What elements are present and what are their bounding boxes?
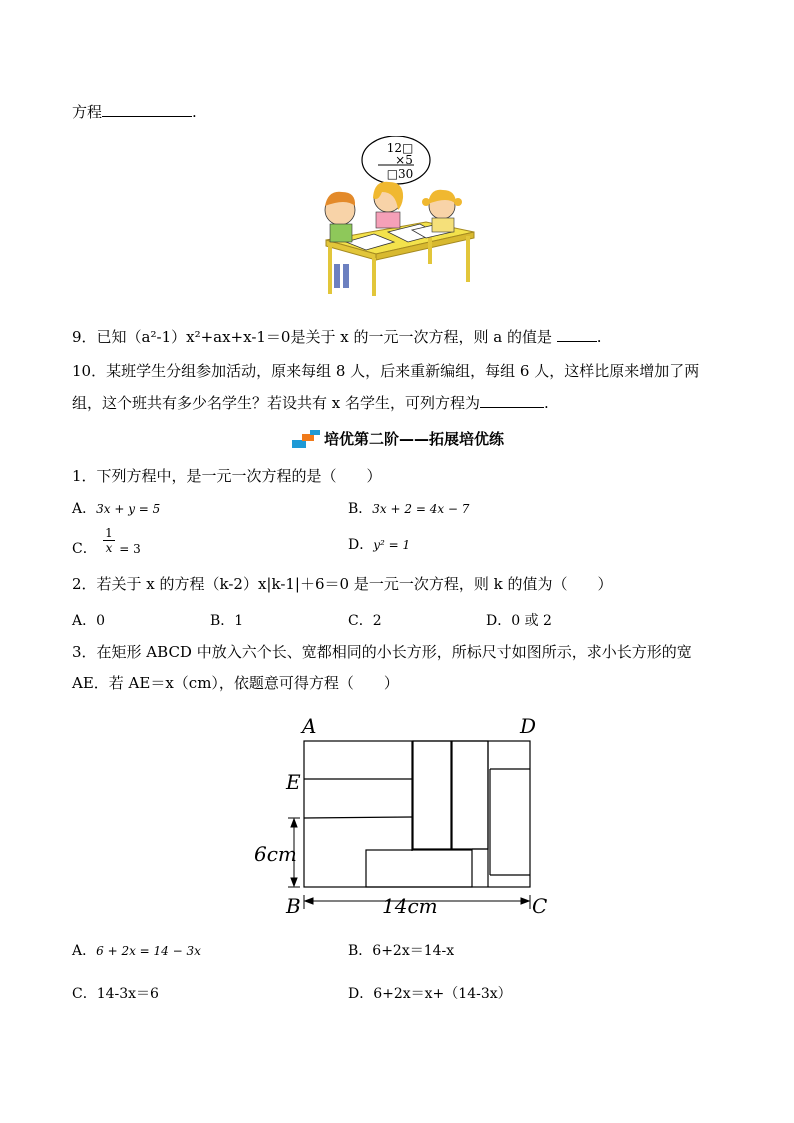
q8-text: 方程 — [72, 103, 103, 121]
problem-3-line2: AE．若 AE＝x（cm），依题意可得方程（ ） — [72, 674, 399, 692]
p1-option-d-math: y² = 1 — [373, 538, 411, 552]
outer-rectangle — [304, 741, 530, 887]
label-B: B — [286, 894, 301, 918]
p2-option-d[interactable]: D．0 或 2 — [486, 613, 552, 629]
q10-end: . — [544, 394, 549, 412]
p3-option-d[interactable]: D．6+2x＝x+（14-3x） — [348, 986, 512, 1002]
rectangle-diagram — [250, 713, 550, 923]
p3-option-a-label: A． — [72, 943, 97, 959]
bubble-line2: ×5 — [395, 153, 413, 167]
p2-option-b[interactable]: B．1 — [210, 613, 244, 629]
q8-end: . — [192, 103, 197, 121]
p2-option-c[interactable]: C．2 — [348, 613, 382, 629]
q10-text: 组，这个班共有多少名学生？若设共有 x 名学生，可列方程为 — [72, 394, 480, 412]
p1-option-d[interactable] — [348, 534, 410, 554]
p1-c-numerator: 1 — [105, 526, 113, 540]
p1-option-c-label: C． — [72, 540, 97, 557]
p1-option-a-label: A． — [72, 501, 97, 517]
question-10-line1: 10．某班学生分组参加活动，原来每组 8 人，后来重新编组，每组 6 人，这样比原来增加了两 — [72, 362, 700, 380]
p3-option-a[interactable] — [72, 940, 201, 960]
p1-option-d-label: D． — [348, 537, 374, 553]
label-6cm: 6cm — [254, 842, 297, 866]
p2-option-a[interactable]: A．0 — [72, 613, 106, 629]
bubble-line1: 12□ — [386, 141, 414, 155]
p1-c-rest: = 3 — [119, 541, 141, 556]
bubble-line3: □30 — [386, 167, 414, 181]
students-drawing — [316, 136, 476, 298]
p3-option-b[interactable]: B．6+2x＝14-x — [348, 943, 455, 959]
section-icon — [290, 430, 320, 450]
question-10-line2 — [72, 393, 549, 413]
label-E: E — [286, 770, 301, 794]
label-D: D — [520, 714, 537, 738]
p1-c-denominator: x — [105, 541, 113, 555]
label-A: A — [302, 714, 317, 738]
rectangle-figure — [250, 713, 550, 923]
problem-3-line1: 3．在矩形 ABCD 中放入六个长、宽都相同的小长方形，所标尺寸如图所示，求小长方形的宽 — [72, 643, 692, 661]
q9-answer-blank[interactable] — [557, 327, 597, 342]
p1-option-c[interactable] — [72, 526, 141, 555]
p1-option-b[interactable] — [348, 498, 469, 518]
p1-option-b-math: 3x + 2 = 4x − 7 — [372, 502, 470, 516]
q8-answer-blank[interactable] — [102, 102, 192, 117]
p1-option-b-label: B． — [348, 501, 373, 517]
p1-option-a-math: 3x + y = 5 — [96, 502, 161, 516]
students-illustration — [316, 136, 476, 298]
q10-answer-blank[interactable] — [480, 393, 544, 408]
problem-2-stem: 2．若关于 x 的方程（k-2）x|k-1|＋6＝0 是一元一次方程，则 k 的值为（ ） — [72, 575, 613, 593]
section-title-text: 培优第二阶——拓展培优练 — [323, 430, 504, 448]
q9-end: . — [596, 328, 602, 346]
p3-option-a-math: 6 + 2x = 14 − 3x — [96, 944, 201, 958]
q9-text: 9．已知（a²-1）x²+ax+x-1＝0是关于 x 的一元一次方程，则 a 的值是 — [72, 328, 552, 346]
problem-1-stem: 1．下列方程中，是一元一次方程的是（ ） — [72, 467, 382, 485]
section-title — [0, 428, 794, 450]
q8-tail — [72, 102, 197, 122]
question-9 — [72, 327, 602, 347]
p1-option-c-fraction — [103, 526, 115, 555]
label-14cm: 14cm — [382, 894, 438, 918]
p3-option-c[interactable]: C．14-3x＝6 — [72, 986, 159, 1002]
label-C: C — [532, 894, 548, 918]
p1-option-a[interactable] — [72, 498, 160, 518]
